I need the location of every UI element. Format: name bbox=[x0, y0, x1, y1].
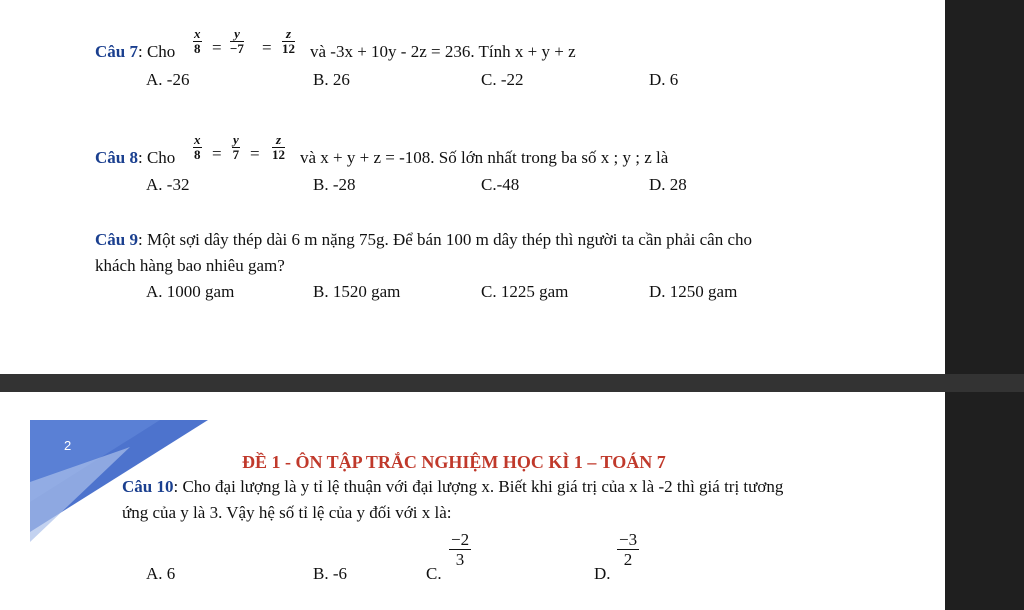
question-9-label: Câu 9 bbox=[95, 230, 138, 249]
q9-option-d[interactable]: D. 1250 gam bbox=[649, 282, 738, 301]
equals-sign: = bbox=[212, 38, 222, 57]
question-10-line2: ứng của y là 3. Vậy hệ số tỉ lệ của y đối với x là: bbox=[122, 503, 452, 522]
question-9-line2: khách hàng bao nhiêu gam? bbox=[95, 256, 285, 275]
question-9-stem bbox=[95, 230, 752, 250]
q9-option-a[interactable]: A. 1000 gam bbox=[146, 282, 235, 301]
q10-option-a[interactable]: A. 6 bbox=[146, 564, 176, 583]
q7-option-c[interactable]: C. -22 bbox=[481, 70, 524, 89]
q7-fraction-z: $\frac{z}{12}$ bbox=[282, 26, 295, 56]
question-8-text: và x + y + z = -108. Số lớn nhất trong ba số x ; y ; z là bbox=[300, 148, 669, 167]
question-7-prefix: : Cho bbox=[137, 42, 176, 61]
q8-option-d[interactable]: D. 28 bbox=[649, 175, 687, 194]
question-10-label: Câu 10 bbox=[122, 477, 174, 496]
q10-option-c-prefix[interactable]: C. bbox=[426, 564, 442, 583]
document-page-2 bbox=[0, 392, 945, 610]
equals-sign: = bbox=[212, 144, 222, 163]
question-9-line1: : Một sợi dây thép dài 6 m nặng 75g. Để bán 100 m dây thép thì người ta cần phải cân cho bbox=[137, 230, 753, 249]
equals-sign: = bbox=[250, 144, 260, 163]
question-10-line1: : Cho đại lượng là y tỉ lệ thuận với đại lượng x. Biết khi giá trị của x là -2 thì giá trị tương bbox=[173, 477, 784, 496]
question-7-text: và -3x + 10y - 2z = 236. Tính x + y + z bbox=[310, 42, 576, 61]
q8-option-c[interactable]: C.-48 bbox=[481, 175, 520, 194]
question-8-stem bbox=[95, 148, 175, 168]
q8-fraction-y: $\frac{y}{7}$ bbox=[232, 132, 240, 162]
q8-option-a[interactable]: A. -32 bbox=[146, 175, 190, 194]
q8-fraction-z: $\frac{z}{12}$ bbox=[272, 132, 285, 162]
page-number: 2 bbox=[64, 438, 72, 453]
page-separator bbox=[0, 374, 1024, 392]
q10-option-d-fraction[interactable]: $\frac{-3}{2}$ bbox=[619, 530, 638, 569]
q8-option-b[interactable]: B. -28 bbox=[313, 175, 356, 194]
question-7-stem bbox=[95, 42, 175, 62]
question-8-label: Câu 8 bbox=[95, 148, 138, 167]
question-7-label: Câu 7 bbox=[95, 42, 138, 61]
q10-option-b[interactable]: B. -6 bbox=[313, 564, 347, 583]
q9-option-c[interactable]: C. 1225 gam bbox=[481, 282, 569, 301]
q7-fraction-x: $\frac{x}{8}$ bbox=[194, 26, 201, 56]
q7-option-b[interactable]: B. 26 bbox=[313, 70, 350, 89]
q9-option-b[interactable]: B. 1520 gam bbox=[313, 282, 401, 301]
q8-fraction-x: $\frac{x}{8}$ bbox=[194, 132, 201, 162]
equals-sign: = bbox=[262, 38, 272, 57]
q7-option-a[interactable]: A. -26 bbox=[146, 70, 190, 89]
q7-fraction-y: $\frac{y}{-7}$ bbox=[230, 26, 244, 56]
q7-option-d[interactable]: D. 6 bbox=[649, 70, 679, 89]
exam-header: ĐỀ 1 - ÔN TẬP TRẮC NGHIỆM HỌC KÌ 1 – TOÁN 7 bbox=[242, 452, 666, 472]
q10-option-c-fraction[interactable]: $\frac{-2}{3}$ bbox=[451, 530, 470, 569]
q10-option-d-prefix[interactable]: D. bbox=[594, 564, 611, 583]
question-10-stem bbox=[122, 477, 783, 497]
page-corner-decoration bbox=[0, 392, 260, 552]
question-8-prefix: : Cho bbox=[137, 148, 176, 167]
